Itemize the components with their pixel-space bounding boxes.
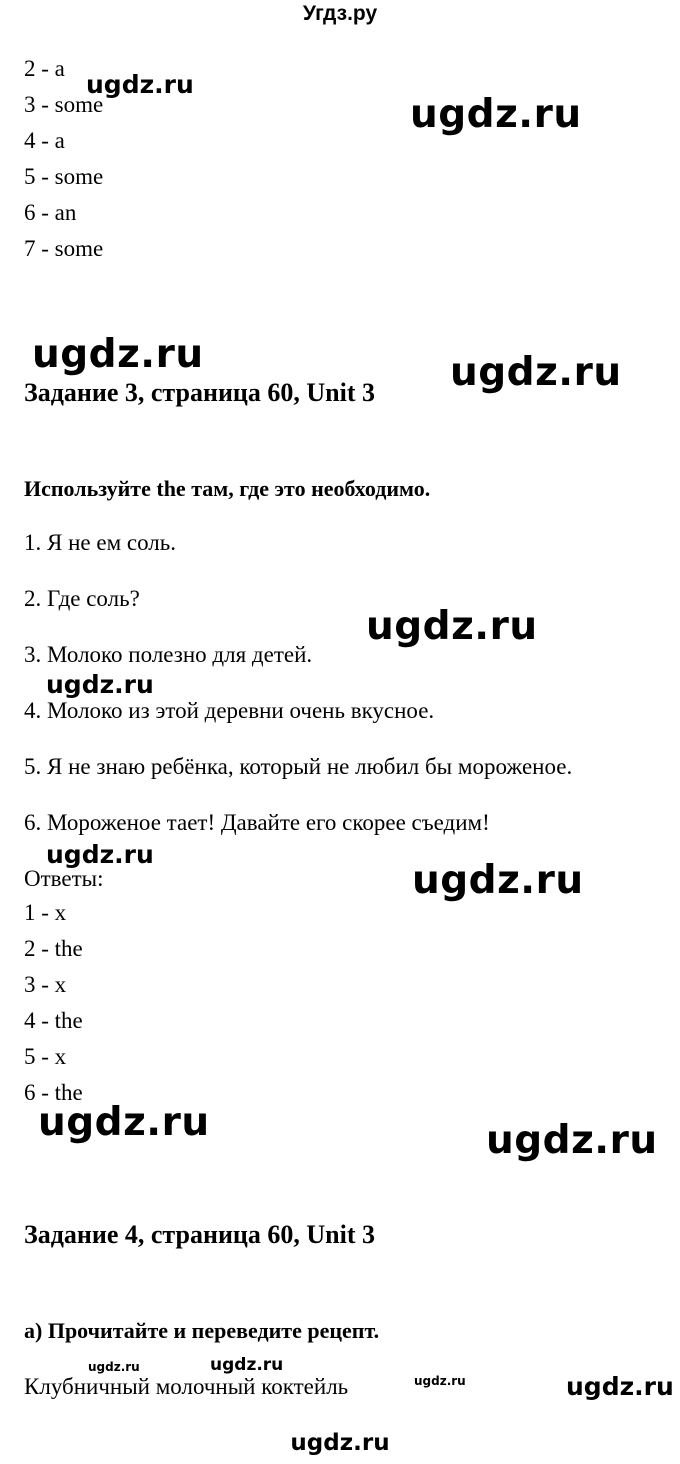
watermark: ugdz.ru bbox=[566, 1372, 674, 1401]
answer-line: 4 - a bbox=[24, 128, 65, 153]
watermark: ugdz.ru bbox=[46, 840, 154, 869]
watermark: ugdz.ru bbox=[38, 1100, 210, 1145]
watermark: ugdz.ru bbox=[210, 1355, 284, 1375]
watermark: ugdz.ru bbox=[366, 604, 538, 649]
watermark: ugdz.ru bbox=[486, 1118, 658, 1163]
task4-instruction: a) Прочитайте и переведите рецепт. bbox=[24, 1318, 380, 1343]
page-header: Угдз.ру bbox=[302, 2, 378, 25]
task3-answer: 3 - x bbox=[24, 972, 67, 997]
task4-title: Задание 4, страница 60, Unit 3 bbox=[24, 1220, 376, 1249]
answer-line: 6 - an bbox=[24, 200, 77, 225]
task3-instruction: Используйте the там, где это необходимо. bbox=[24, 476, 431, 501]
watermark: ugdz.ru bbox=[414, 1374, 466, 1388]
answer-line: 5 - some bbox=[24, 164, 104, 189]
task3-answer: 6 - the bbox=[24, 1080, 83, 1105]
task3-sentence: 6. Мороженое тает! Давайте его скорее съедим! bbox=[24, 810, 490, 835]
task3-sentence: 5. Я не знаю ребёнка, который не любил бы мороженое. bbox=[24, 754, 573, 779]
task3-answer: 5 - x bbox=[24, 1044, 67, 1069]
watermark: ugdz.ru bbox=[32, 332, 204, 377]
answer-line: 7 - some bbox=[24, 236, 104, 261]
answer-line: 2 - a bbox=[24, 56, 65, 81]
task3-sentence: 2. Где соль? bbox=[24, 586, 140, 611]
watermark: ugdz.ru bbox=[86, 70, 194, 99]
answer-line: 3 - some bbox=[24, 92, 104, 117]
watermark: ugdz.ru bbox=[450, 350, 622, 395]
page-footer: ugdz.ru bbox=[290, 1430, 390, 1456]
task3-sentence: 3. Молоко полезно для детей. bbox=[24, 642, 313, 667]
watermark: ugdz.ru bbox=[46, 670, 154, 699]
task3-answers-label: Ответы: bbox=[24, 866, 104, 891]
watermark: ugdz.ru bbox=[412, 858, 584, 903]
watermark: ugdz.ru bbox=[88, 1360, 140, 1374]
task3-answer: 1 - x bbox=[24, 900, 67, 925]
recipe-title: Клубничный молочный коктейль bbox=[24, 1374, 349, 1399]
task3-answer: 4 - the bbox=[24, 1008, 83, 1033]
task3-answer: 2 - the bbox=[24, 936, 83, 961]
task3-sentence: 1. Я не ем соль. bbox=[24, 530, 176, 555]
task3-title: Задание 3, страница 60, Unit 3 bbox=[24, 378, 376, 407]
watermark: ugdz.ru bbox=[410, 92, 582, 137]
task3-sentence: 4. Молоко из этой деревни очень вкусное. bbox=[24, 698, 435, 723]
